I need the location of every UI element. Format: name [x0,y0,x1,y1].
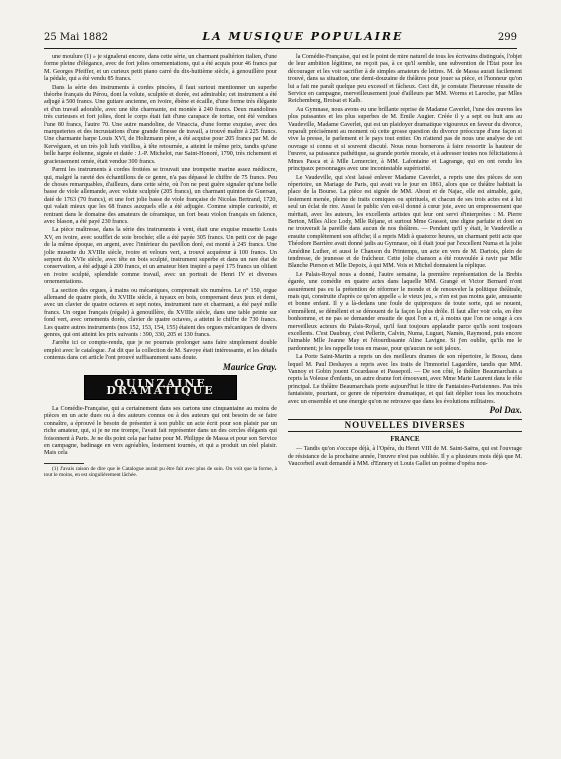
footnote-rule [44,463,84,464]
article-paragraph: La section des orgues, à mains ou mécaniques, comprenait six numéros. Le n° 150, orgue allemand de quatre pieds, du XVIIIe siècle, à tuyaux en bois, comprenant deux jeux et demi, avec un clavier de quatre octaves et sept notes, instrument rare et charmant, a été payé mille francs. Un orgue français (régale) à genouillère, du XVIIIe siècle, dans une table peinte sur fond vert, avec ornements dorés, clavier de quatre octaves, a atteint le chiffre de 730 francs. Les quatre autres instruments (nos 152, 153, 154, 155) étaient des orgues mécaniques de divers genres, qui ont atteint les prix suivants : 390, 330, 205 et 130 francs. [44,287,277,339]
article-paragraph: Au Gymnase, nous avons eu une brillante reprise de Madame Caverlet, l'une des œuvres les plus puissantes et les plus superbes de M. Émile Augier. Créée il y a sept ou huit ans au Vaudeville, Madame Caverlet, qui est un plaidoyer dramatique vigoureux en faveur du divorce, reparaît précisément au moment où cette grosse question du divorce préoccupe d'une façon si vive la presse, le parlement et le pays tout entier. On n'attend pas de nous une analyse de cet ouvrage si connu et si souvent discuté. Nous nous bornerons à faire ressortir la hauteur de l'œuvre, sa puissance pathétique, sa grande portée morale, et à adresser toutes nos félicitations à Mmes Pasca et à Mlle Lemercier, à MM. Lafontaine et Lagrange, qui en ont rendu les principaux personnages avec une incontestable supériorité. [288,106,522,173]
article-paragraph: La Comédie-Française, qui a certainement dans ses cartons une cinquantaine au moins de pièces en un acte dues ou à des auteurs connus ou à des auteurs qui ont besoin de se faire connaître, a éprouvé le besoin de présenter à son public un acte écrit pour son plaisir par un riche amateur, qui, si je ne me trompe, l'avait fait représenter dans un des cercles élégants qui foisonnent à Paris. Je ne dis point cela par haine pour M. Philippe de Massa et pour son Service en campagne, badinage en vers agréables, lestement tournés, et qui a produit un réel plaisir. Mais cela [44,405,277,457]
footnote: (1) J'avais raison de dire que le Catalogue aurait pu être fait avec plus de soin. On voit que la forme, à tout le moins, en est singulièrement lâchée. [44,465,277,479]
section-subhead: FRANCE [390,434,420,443]
issue-date: 25 Mai 1882 [44,32,108,43]
article-paragraph: Dans la série des instruments à cordes pincées, il faut surtout mentionner un superbe théorbe français du Pérou, dont la volute, sculptée et dorée, est admirable; cet instrument a été adjugé à 500 francs. Une guitare ancienne, en ivoire, ébène et écaille, d'une forme très élégante et d'un travail adorable, avec une tête charmante, est montée à 240 francs. Deux mandolines très curieuses et fort jolies, dont le corps était fait d'une carapace de tortue, ont été vendues l'une 80 francs, l'autre 70. Une autre mandoline, de Vinaccia, d'une forme exquise, avec des marqueteries et des incrustations d'une grande finesse de travail, a trouvé maître à 225 francs. Une charmante harpe Louis XVI, de Holtzmann père, a été acquise pour 205 francs par M. de Kervéguen, et un très joli luth vieilliss, à tête retournée, a atteint le même prix, tandis qu'une belle harpe éolienne, signée et datée : J.-P. Michelot, rue Saint-Honoré, 1790, très richement et gracieusement ornée, était vendue 300 francs. [44,84,277,165]
journal-title: LA MUSIQUE POPULAIRE [202,30,404,43]
news-paragraph: — Tandis qu'on s'occupe déjà, à l'Opéra, du Henri VIII de M. Saint-Saëns, qui est l'ouvrage de résistance de la prochaine année, l'œuvre n'est pas oubliée. Il y a plusieurs mois déjà que M. Vaucorbeil avait demandé à MM. d'Ennery et Louis Gallet un poème d'opéra nou- [288,446,522,468]
article-paragraph: Le Palais-Royal nous a donné, l'autre semaine, la première représentation de la Brebis égarée, une comédie en quatre actes dans laquelle MM. Grangé et Victor Bernard n'ont assurément pas eu la prétention de réformer le monde et de renouveler la politique théâtrale, mais qui, construite d'après ce qu'on appelle « le vieux jeu, » n'en est pas moins gaie, amusante et bonne enfant. Il y a là-dedans une foule de quiproquos de toute sorte, qui se nouent, s'emmêlent, se démêlent et se dénouent de la façon la plus drôle. Il faut aller voir cela, en être bonhomme, et ne pas se demander ensuite de quoi l'on a ri, à moins que l'on ne songe à ces merveilleux acteurs du Palais-Royal, qu'il faut toujours applaudir parce qu'ils sont toujours excellents. C'est Daubray, c'est Pellerin, Calvin, Numa, Luguet, Namès, Raymond, puis encore l'aimable Mlle Jeanne May et l'étourdissante Aline Lavigne. Si j'en oublie, qu'ils me le pardonnent; je les rappelle tous en masse, pour qu'aucun ne soit jaloux. [288,271,522,352]
author-signature: Maurice Gray. [222,361,277,372]
article-paragraph: Parmi les instruments à cordes frottées se trouvait une trompette marine assez médiocre, qui, malgré la rareté des échantillons de ce genre, n'a pas dépassé le chiffre de 75 francs. Peu de choses remarquables, d'ailleurs, dans cette série, où l'on ne peut guère signaler qu'une belle basse de viole allemande, avec volute sculptée (205 francs), un charmant quinton de Guersan, daté de 1763 (70 francs), et une fort jolie basse de viole française de Nicolas Bertrand, 1720, qui valait mieux que les 68 francs auxquels elle a été adjugée. Comme simple curiosité, et rentrant dans le domaine des amateurs de céramique, un fort beau violon français en faïence, avec blason, a été payé 230 francs. [44,167,277,225]
right-column [288,54,522,470]
article-paragraph: J'arrête ici ce compte-rendu, que je ne pourrais prolonger sans faire simplement double emploi avec le catalogue. J'ai dit que la collection de M. Savoye était intéressante, et les détails contenus dans cet article l'ont prouvé suffisamment sans doute. [44,340,277,362]
author-signature: Pol Dax. [489,405,522,416]
article-paragraph: La pièce maîtresse, dans la série des instruments à vent, était une exquise musette Louis XV, en ivoire, avec soufflet de soie brochée; elle a été payée 305 francs. Un petit cor de page de la même époque, en argent, avec l'intérieur du pavillon doré, est monté à 245 francs. Une jolie musette du XVIIIe siècle, ivoire et velours vert, a trouvé acquéreur à 100 francs. Un serpent du XVIe siècle, avec tête en bois sculpté, instrument superbe et dans un rare état de conservation, a été adjugé à 200 francs, et un amateur bien inspiré a payé 175 francs un olifant en ivoire sculpté, splendide comme travail, avec un portrait de Henri IV et diverses ornementations. [44,227,277,286]
section-title: NOUVELLES DIVERSES [288,419,522,432]
section-banner: QUINZAINE DRAMATIQUE [84,375,237,400]
article-paragraph: Le Vaudeville, qui s'est laissé enlever Madame Caverlet, a repris une des pièces de son répertoire, un Mariage de Paris, qui avait vu le jour en 1861, alors que ce théâtre habitait la place de la Bourse. La pièce est signée de MM. About et de Najac, elle est aimable, gaie, lestement menée, pleine de traits comiques ou spirituels, et chacun de ses trois actes est à lui seul un éclat de rire. Aussi le public s'en est-il donné à cœur joie, avec un empressement que méritait, avec les auteurs, les excellents artistes qui leur ont servi d'interprètes : M. Pierre Berton, Mlles Alice Lody, Mlle Réjane, et surtout Mme Grassot, une digne parfaite et dont on ne trouverait la pareille dans aucun de nos théâtres. — Pendant qu'il y était, le Vaudeville a ensuite complètement son affiche; il a repris Midi à quatorze heures, un charmant petit acte que Théodore Barrière avait donné jadis au Gymnase, où il était joué par l'excellent Numa et la jolie Amédine Luther, et aussi le Chanson du Printemps, un acte en vers de M. Dartois, plein de tendresse, de jeunesse et de fraîcheur. Cette jolie chanson a été rouvoulée à ravir par Mlle Blanche Pierson et Mlle Depoix, à qui MM. Vois et Michel donnaient la réplique. [288,174,522,270]
article-paragraph: une moulure (1) » je signalerai encore, dans cette série, un charmant psaltérion italien, d'une forme pleine d'élégance, avec de fort jolies ornementations, qui a été acquis pour 46 francs par M. Georges Pfeiffer, et un curieux petit piano carré du dix-huitième siècle, à genouillère pour la pédale, qui a été vendu 85 francs. [44,54,277,83]
article-paragraph: la Comédie-Française, qui est le point de mire naturel de tous les écrivains distingués, l'objet de leur ambition légitime, ne reçoit pas, à ce qu'il semble, une subvention de l'État pour les décourager et les voir sacrifier à de simples amateurs de lettres. M. de Massa aurait facilement trouvé, dans sa situation, une demi-douzaine de théâtres pour jouer sa pièce, et l'honneur qu'on lui a fait me paraît quelque peu excessif et fâcheux. Ceci dit, je constate l'heureuse réussite de Service en campagne, merveilleusement joué d'ailleurs par MM. Worms et Laroche, par Mlles Reichemberg, Broisat et Kalb. [288,54,522,105]
left-column [44,54,277,480]
page-number: 299 [497,32,517,43]
article-paragraph: La Porte Saint-Martin a repris un des meilleurs drames de son répertoire, le Bossu, dans lequel M. Paul Deshayes a repris avec les traits de l'immortel Lagardère, tandis que MM. Vannoy et Gobin jouent Cocardasse et Passepoil. — De son côté, le théâtre Beaumarchais a repris la Voleuse d'enfants, un autre drame fort émouvant, avec Mme Marie Laurent dans le rôle principal. Le théâtre Beaumarchais porte aujourd'hui le titre de Fantaisies-Parisiennes. Pas très fantaisiste, pourtant, ce genre de répertoire dramatique, et qui fait déplier tous les mouchoirs avec un ensemble et une énergie qu'on ne retrouve que dans les évolutions militaires. [288,354,522,405]
page-header [44,30,517,48]
header-rule [44,48,517,49]
